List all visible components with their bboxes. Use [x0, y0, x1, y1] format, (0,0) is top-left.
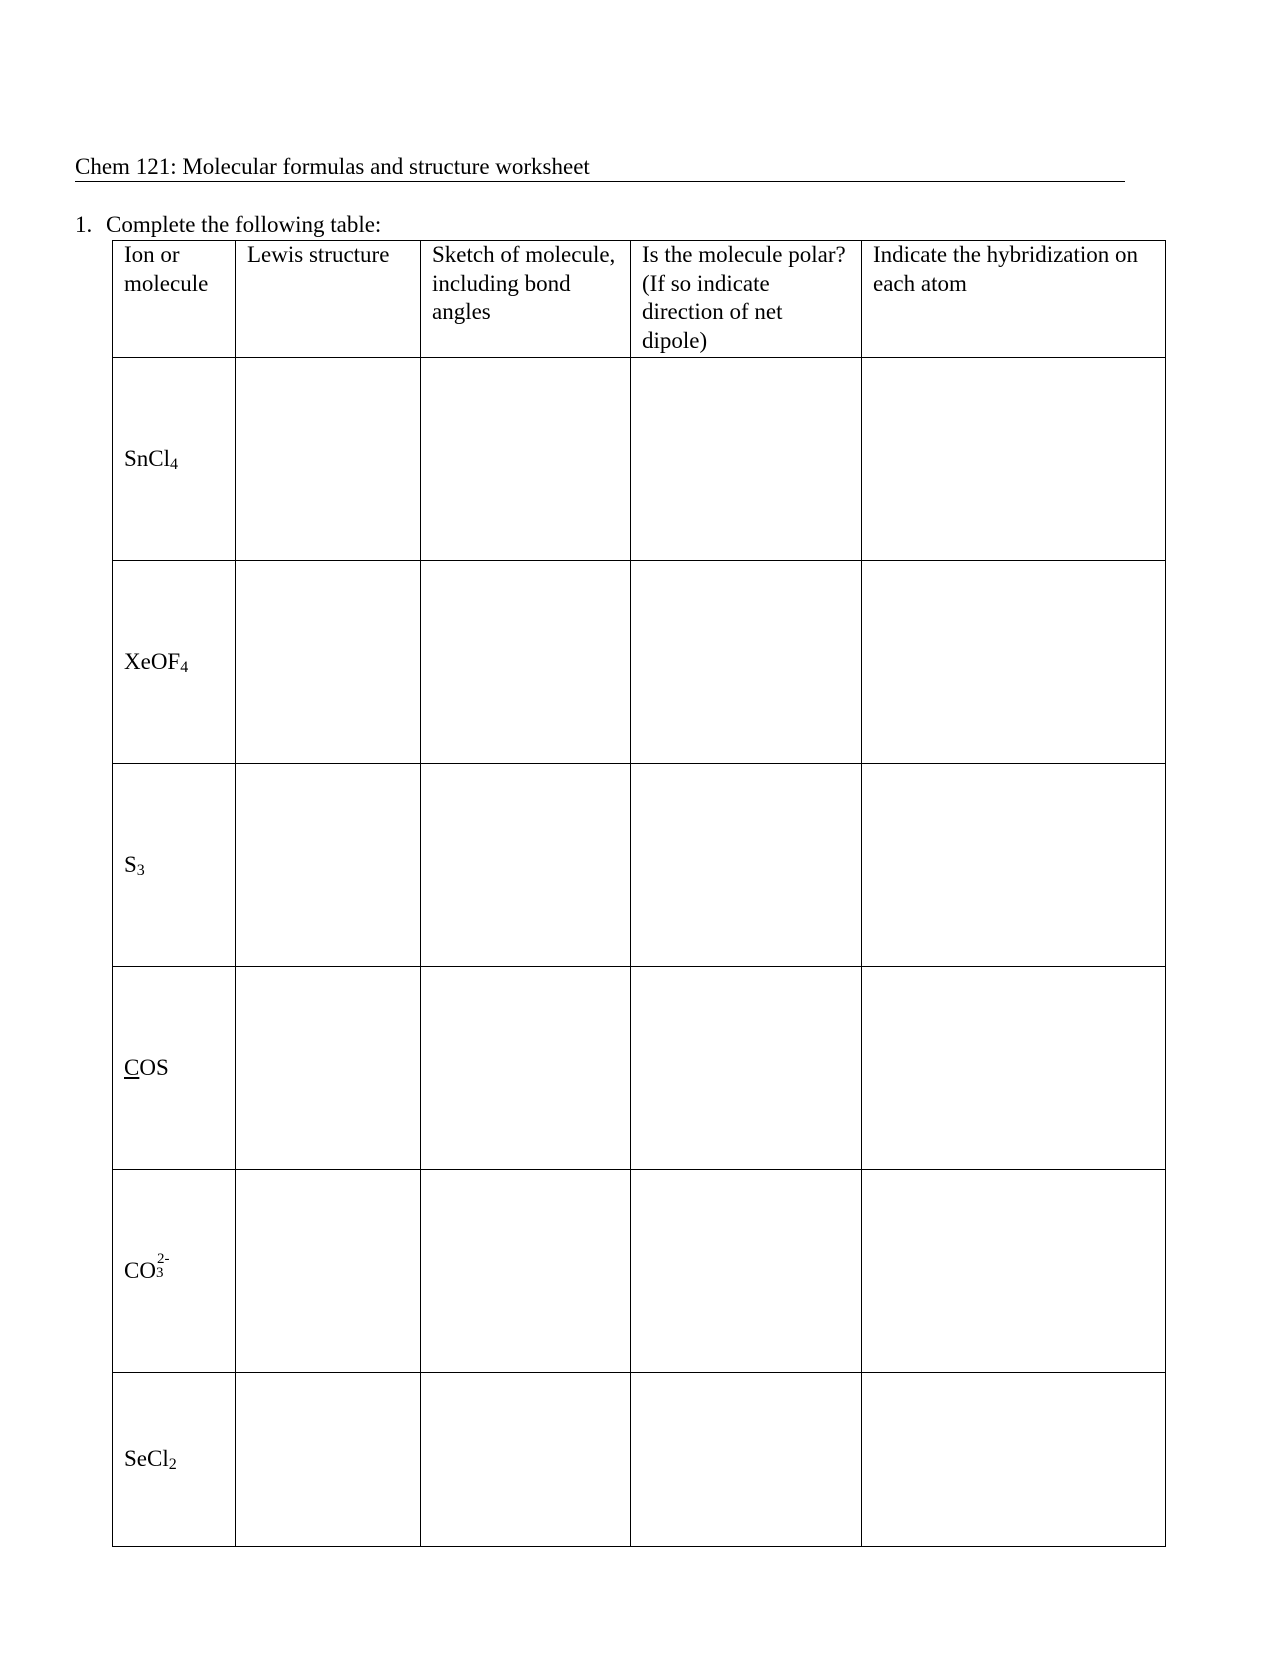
title-underline [75, 181, 1125, 182]
table-row [113, 967, 1166, 1170]
answer-cell-lewis[interactable] [236, 1170, 421, 1373]
answer-cell-polarity[interactable] [631, 1170, 862, 1373]
table-row [113, 764, 1166, 967]
page-title: Chem 121: Molecular formulas and structure worksheet [75, 154, 590, 179]
species-cell-co3 [113, 1170, 236, 1373]
species-formula: S3 [124, 851, 145, 879]
table-row [113, 561, 1166, 764]
species-formula: CO 2- 3 [124, 1250, 170, 1283]
answer-cell-hybridization[interactable] [862, 358, 1166, 561]
header-sketch: Sketch of molecule, including bond angles [421, 241, 631, 358]
species-formula: SeCl2 [124, 1446, 177, 1474]
question-number: 1. [75, 212, 93, 237]
answer-cell-lewis[interactable] [236, 358, 421, 561]
header-lewis-structure: Lewis structure [236, 241, 421, 358]
answer-cell-polarity[interactable] [631, 764, 862, 967]
table-row [113, 1170, 1166, 1373]
species-cell-secl2 [113, 1373, 236, 1547]
worksheet-table [112, 240, 1166, 1547]
header-polarity: Is the molecule polar? (If so indicate direction of net dipole) [631, 241, 862, 358]
answer-cell-sketch[interactable] [421, 764, 631, 967]
answer-cell-sketch[interactable] [421, 358, 631, 561]
answer-cell-sketch[interactable] [421, 967, 631, 1170]
answer-cell-lewis[interactable] [236, 561, 421, 764]
answer-cell-polarity[interactable] [631, 967, 862, 1170]
answer-cell-hybridization[interactable] [862, 1170, 1166, 1373]
answer-cell-hybridization[interactable] [862, 561, 1166, 764]
header-hybridization: Indicate the hybridization on each atom [862, 241, 1166, 358]
table-row [113, 1373, 1166, 1547]
answer-cell-lewis[interactable] [236, 1373, 421, 1547]
answer-cell-polarity[interactable] [631, 1373, 862, 1547]
species-cell-cos [113, 967, 236, 1170]
answer-cell-hybridization[interactable] [862, 1373, 1166, 1547]
answer-cell-lewis[interactable] [236, 967, 421, 1170]
answer-cell-sketch[interactable] [421, 561, 631, 764]
species-cell-s3 [113, 764, 236, 967]
question-text: Complete the following table: [106, 212, 382, 237]
table-header-row [113, 241, 1166, 358]
species-formula: XeOF4 [124, 648, 189, 676]
species-cell-sncl4 [113, 358, 236, 561]
answer-cell-sketch[interactable] [421, 1170, 631, 1373]
answer-cell-lewis[interactable] [236, 764, 421, 967]
answer-cell-hybridization[interactable] [862, 764, 1166, 967]
species-formula: SnCl4 [124, 445, 179, 473]
answer-cell-hybridization[interactable] [862, 967, 1166, 1170]
species-formula: COS [124, 1054, 169, 1080]
answer-cell-sketch[interactable] [421, 1373, 631, 1547]
answer-cell-polarity[interactable] [631, 561, 862, 764]
question-prompt [75, 212, 381, 238]
species-cell-xeof4 [113, 561, 236, 764]
header-ion-or-molecule: Ion or molecule [113, 241, 236, 358]
table-row [113, 358, 1166, 561]
answer-cell-polarity[interactable] [631, 358, 862, 561]
